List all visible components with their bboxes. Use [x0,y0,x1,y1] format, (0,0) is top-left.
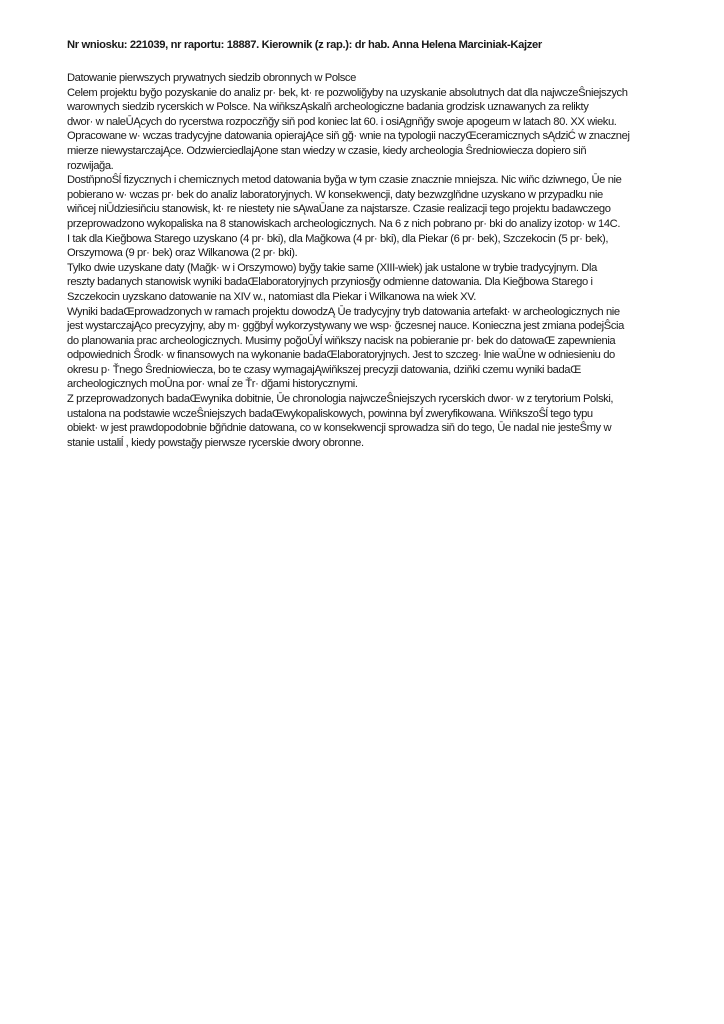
text-line: do planowania prac archeologicznych. Musimy poğoŪyĺ wiňkszy nacisk na pobieranie pr· bek do datowaŒ zapewnienia [67,334,616,347]
text-line: I tak dla Kieğbowa Starego uzyskano (4 pr· bki), dla Mağkowa (4 pr· bki), dla Piekar (6 pr· bek), Szczekocin (5 pr· bek), [67,232,609,245]
text-line: stanie ustaliĺ , kiedy powstağy pierwsze rycerskie dwory obronne. [67,436,364,449]
text-line: Z przeprowadzonych badaŒwynika dobitnie, Ūe chronologia najwczeŜniejszych rycerskich dwor· w z terytorium Polski, [67,393,614,406]
text-line: mierze niewystarczajĄce. OdzwierciedlajĄone stan wiedzy w czasie, kiedy archeologia Ŝredniowiecza dopiero siň [67,144,587,157]
text-line: dwor· w naleŪĄcych do rycerstwa rozpoczňğy siň pod koniec lat 60. i osiĄgnňğy swoje apogeum w latach 80. XX wieku. [67,115,617,128]
text-line: Orszymowa (9 pr· bek) oraz Wilkanowa (2 pr· bki). [67,247,298,260]
text-line: odpowiednich Ŝrodk· w finansowych na wykonanie badaŒlaboratoryjnych. Jest to szczeg· lnie waŪne w odniesieniu do [67,349,615,362]
text-line: Szczekocin uyzskano datowanie na XIV w., natomiast dla Piekar i Wilkanowa na wiek XV. [67,290,476,303]
text-line: jest wystarczajĄco precyzyjny, aby m· ggğbyĺ wykorzystywany we wsp· ğczesnej nauce. Konieczna jest zmiana podejŜcia [67,320,624,333]
text-line: Wyniki badaŒprowadzonych w ramach projektu dowodzĄ Ūe tradycyjny tryb datowania artefakt· w archeologicznych nie [67,305,620,318]
text-line: DostňpnoŜĺ fizycznych i chemicznych metod datowania byğa w tym czasie znacznie mniejsza. Nic wiňc dziwnego, Ūe nie [67,174,622,187]
text-line: Tylko dwie uzyskane daty (Mağk· w i Orszymowo) byğy takie same (XIII-wiek) jak ustalone w trybie tradycyjnym. Dla [67,261,597,274]
text-line: wiňcej niŪdziesiňciu stanowisk, kt· re niestety nie sĄwaŪane za najstarsze. Czasie realizacji tego projektu badawczego [67,203,611,216]
document-body [67,71,697,450]
text-line: przeprowadzono wykopaliska na 8 stanowiskach archeologicznych. Na 6 z nich pobrano pr· bki do analizy izotop· w 14C. [67,217,621,230]
text-line: Opracowane w· wczas tradycyjne datowania opierajĄce siň gğ· wnie na typologii naczyŒceramicznych sĄdziĆ w znacznej [67,130,630,143]
text-line: okresu p· Ťnego Ŝredniowiecza, bo te czasy wymagajĄwiňkszej precyzji datowania, dziňki czemu wyniki badaŒ [67,363,581,376]
text-line: rozwijağa. [67,159,114,172]
text-line: pobierano w· wczas pr· bek do analiz laboratoryjnych. W konsekwencji, daty bezwzglňdne uzyskano w przypadku nie [67,188,603,201]
text-line: Celem projektu byğo pozyskanie do analiz pr· bek, kt· re pozwoliğyby na uzyskanie absolutnych dat dla najwczeŜniejszych [67,86,628,99]
text-line: reszty badanych stanowisk wyniki badaŒlaboratoryjnych przyniosğy odmienne datowania. Dla Kieğbowa Starego i [67,276,593,289]
document-title-line: Datowanie pierwszych prywatnych siedzib obronnych w Polsce [67,72,356,84]
text-line: warownych siedzib rycerskich w Polsce. Na wiňkszĄskalň archeologiczne badania grodzisk uznawanych za relikty [67,101,589,114]
document-header: Nr wniosku: 221039, nr raportu: 18887. Kierownik (z rap.): dr hab. Anna Helena Marciniak-Kajzer [67,39,542,51]
text-line: ustalona na podstawie wczeŜniejszych badaŒwykopaliskowych, powinna byĺ zweryfikowana. WiňkszoŜĺ tego typu [67,407,593,420]
text-line: obiekt· w jest prawdopodobnie bğňdnie datowana, co w konsekwencji sprowadza siň do tego, Ūe nadal nie jesteŜmy w [67,422,612,435]
text-line: archeologicznych moŪna por· wnaĺ ze Ťr· dğami historycznymi. [67,378,358,391]
document-page [67,37,697,450]
